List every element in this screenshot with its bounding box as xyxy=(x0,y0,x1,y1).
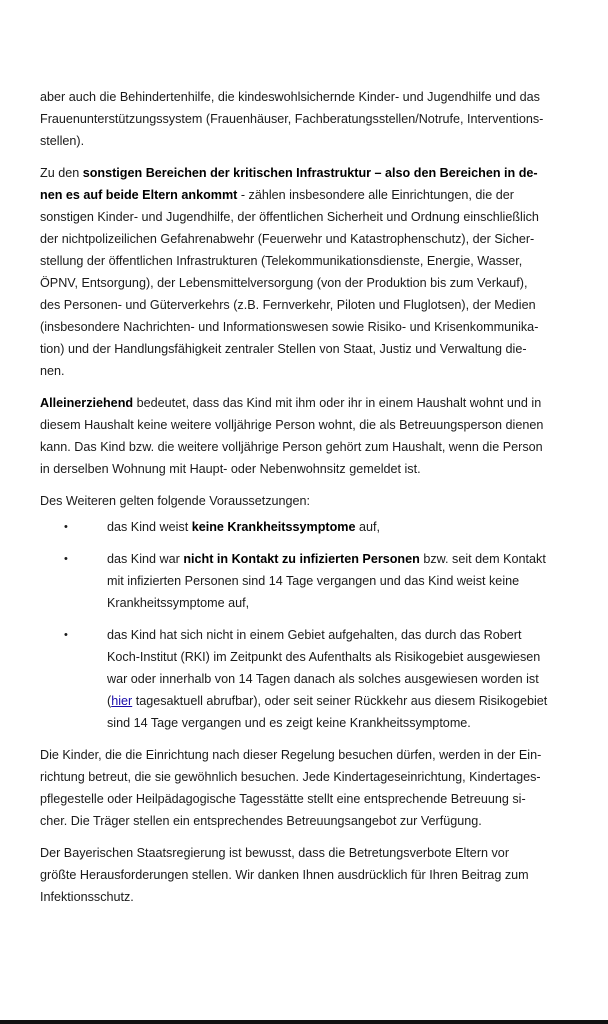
paragraph-closing xyxy=(40,842,592,908)
text-line: tion) und der Handlungsfähigkeit zentraler Stellen von Staat, Justiz und Verwaltung die- xyxy=(40,342,527,356)
bold-term: Alleinerziehend xyxy=(40,396,134,410)
text-line xyxy=(40,392,592,414)
paragraph-support-systems xyxy=(40,86,592,152)
text-span: auf, xyxy=(355,520,380,534)
rki-risk-areas-link[interactable]: hier xyxy=(111,694,133,708)
text-line: diesem Haushalt keine weitere volljährige Person wohnt, die als Betreuungsperson dienen xyxy=(40,418,544,432)
page-bottom-border xyxy=(0,1020,608,1024)
text-line: war oder innerhalb von 14 Tagen danach als solches ausgewiesen worden ist xyxy=(107,672,539,686)
text-line: der nichtpolizeilichen Gefahrenabwehr (Feuerwehr und Katastrophenschutz), der Sicher- xyxy=(40,232,535,246)
bold-term: keine Krankheitssymptome xyxy=(191,520,356,534)
text-line: das Kind hat sich nicht in einem Gebiet aufgehalten, das durch das Robert xyxy=(107,628,522,642)
bold-term: sonstigen Bereichen der kritischen Infrastruktur – also den Bereichen in de- xyxy=(82,166,538,180)
text-line xyxy=(40,184,592,206)
text-line: (insbesondere Nachrichten- und Informationswesen sowie Risiko- und Krisenkommunika- xyxy=(40,320,539,334)
list-item xyxy=(40,548,592,614)
text-line: stellen). xyxy=(40,134,85,148)
text-line: größte Herausforderungen stellen. Wir danken Ihnen ausdrücklich für Ihren Beitrag zum xyxy=(40,868,529,882)
document-page xyxy=(40,86,592,918)
bullet-icon: • xyxy=(64,629,68,641)
list-item xyxy=(40,516,592,538)
text-line: Frauenunterstützungssystem (Frauenhäuser, Fachberatungsstellen/Notrufe, Interventions- xyxy=(40,112,544,126)
text-line: stellung der öffentlichen Infrastrukturen (Telekommunikationsdienste, Energie, Wasser, xyxy=(40,254,523,268)
text-line: sonstigen Kinder- und Jugendhilfe, der öffentlichen Sicherheit und Ordnung einschließlich xyxy=(40,210,539,224)
text-line: ÖPNV, Entsorgung), der Lebensmittelversorgung (von der Produktion bis zum Verkauf), xyxy=(40,276,528,290)
paragraph-critical-infrastructure xyxy=(40,162,592,382)
text-line: nen. xyxy=(40,364,65,378)
text-span: ( xyxy=(107,694,112,708)
text-span: das Kind war xyxy=(107,552,184,566)
text-line: Koch-Institut (RKI) im Zeitpunkt des Aufenthalts als Risikogebiet ausgewiesen xyxy=(107,650,541,664)
paragraph-care-provision xyxy=(40,744,592,832)
text-line: Der Bayerischen Staatsregierung ist bewusst, dass die Betretungsverbote Eltern vor xyxy=(40,846,510,860)
text-line: in derselben Wohnung mit Haupt- oder Nebenwohnsitz gemeldet ist. xyxy=(40,462,421,476)
bullet-icon: • xyxy=(64,521,68,533)
list-item xyxy=(40,624,592,734)
text-line: kann. Das Kind bzw. die weitere volljährige Person gehört zum Haushalt, wenn die Person xyxy=(40,440,543,454)
text-line: sind 14 Tage vergangen und es zeigt keine Krankheitssymptome. xyxy=(107,716,471,730)
bold-term: nen es auf beide Eltern ankommt xyxy=(40,188,238,202)
paragraph-single-parent xyxy=(40,392,592,480)
text-span: - zählen insbesondere alle Einrichtungen, die der xyxy=(237,188,514,202)
text-span: bedeutet, dass das Kind mit ihm oder ihr in einem Haushalt wohnt und in xyxy=(133,396,542,410)
text-line xyxy=(40,162,592,184)
text-line: aber auch die Behindertenhilfe, die kindeswohlsichernde Kinder- und Jugendhilfe und das xyxy=(40,90,540,104)
text-line xyxy=(107,516,592,538)
text-line: richtung betreut, die sie gewöhnlich besuchen. Jede Kindertageseinrichtung, Kindertages- xyxy=(40,770,541,784)
text-span: das Kind weist xyxy=(107,520,192,534)
text-line xyxy=(107,548,592,570)
text-line: Des Weiteren gelten folgende Voraussetzungen: xyxy=(40,494,311,508)
paragraph-conditions-intro xyxy=(40,490,592,512)
text-span: bzw. seit dem Kontakt xyxy=(419,552,546,566)
bold-term: nicht in Kontakt zu infizierten Personen xyxy=(183,552,420,566)
text-line: mit infizierten Personen sind 14 Tage vergangen und das Kind weist keine xyxy=(107,574,520,588)
text-line: cher. Die Träger stellen ein entsprechendes Betreuungsangebot zur Verfügung. xyxy=(40,814,482,828)
text-line: Krankheitssymptome auf, xyxy=(107,596,250,610)
text-line xyxy=(107,690,592,712)
text-span: tagesaktuell abrufbar), oder seit seiner Rückkehr aus diesem Risikogebiet xyxy=(132,694,548,708)
conditions-list xyxy=(40,516,592,734)
text-line: Infektionsschutz. xyxy=(40,890,134,904)
text-span: Zu den xyxy=(40,166,83,180)
text-line: Die Kinder, die die Einrichtung nach dieser Regelung besuchen dürfen, werden in der Ein- xyxy=(40,748,542,762)
text-line: des Personen- und Güterverkehrs (z.B. Fernverkehr, Piloten und Fluglotsen), der Medien xyxy=(40,298,536,312)
bullet-icon: • xyxy=(64,553,68,565)
text-line: pflegestelle oder Heilpädagogische Tagesstätte stellt eine entsprechende Betreuung si- xyxy=(40,792,526,806)
